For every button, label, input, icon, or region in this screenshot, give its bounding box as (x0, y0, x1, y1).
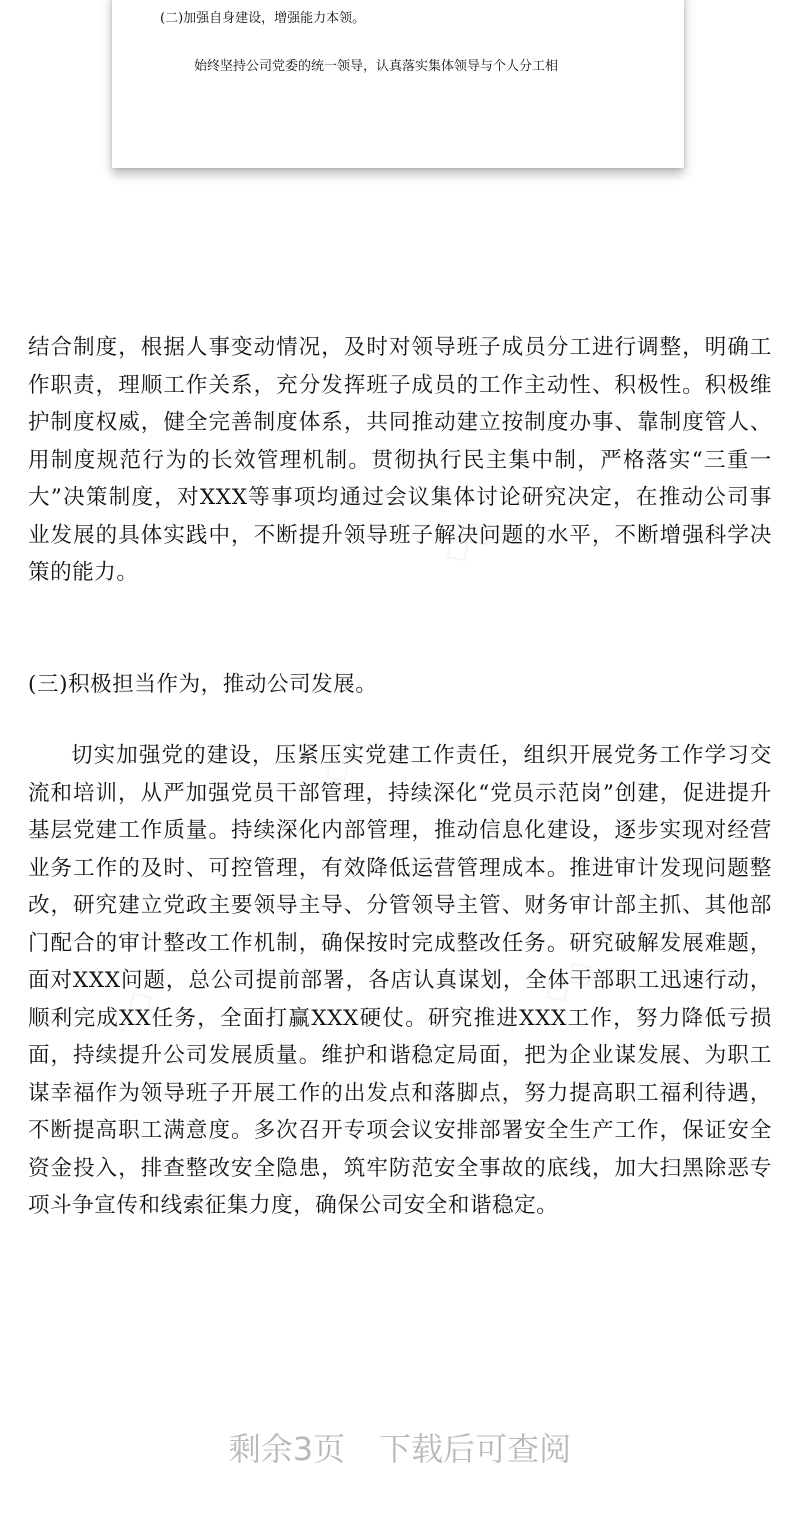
preview-text-line: 始终坚持公司党委的统一领导，认真落实集体领导与个人分工相 (194, 59, 559, 74)
document-preview-card (112, 0, 684, 168)
remaining-pages-label: 剩余3页 (228, 1430, 346, 1468)
body-paragraph: 切实加强党的建设，压紧压实党建工作责任，组织开展党务工作学习交流和培训，从严加强党员干部管理，持续深化“党员示范岗”创建，促进提升基层党建工作质量。持续深化内部管理，推动信息化建设，逐步实现对经营业务工作的及时、可控管理，有效降低运营管理成本。推进审计发现问题整改，研究建立党政主要领导主导、分管领导主管、财务审计部主抓、其他部门配合的审计整改工作机制，确保按时完成整改任务。研究破解发展难题，面对XXX问题，总公司提前部署，各店认真谋划，全体干部职工迅速行动，顺利完成XX任务，全面打赢XXX硬仗。研究推进XXX工作，努力降低亏损面，持续提升公司发展质量。维护和谐稳定局面，把为企业谋发展、为职工谋幸福作为领导班子开展工作的出发点和落脚点，努力提高职工福利待遇，不断提高职工满意度。多次召开专项会议安排部署安全生产工作，保证安全资金投入，排查整改安全隐患，筑牢防范安全事故的底线，加大扫黑除恶专项斗争宣传和线索征集力度，确保公司安全和谐稳定。 (28, 743, 772, 1218)
preview-section-heading: (二)加强自身建设，增强能力本领。 (160, 11, 366, 26)
section-heading: (三)积极担当作为，推动公司发展。 (28, 672, 378, 697)
download-label: 下载后可查阅 (379, 1430, 572, 1468)
body-paragraph: 结合制度，根据人事变动情况，及时对领导班子成员分工进行调整，明确工作职责，理顺工作关系，充分发挥班子成员的工作主动性、积极性。积极维护制度权威，健全完善制度体系，共同推动建立按制度办事、靠制度管人、用制度规范行为的长效管理机制。贯彻执行民主集中制，严格落实“三重一大”决策制度，对XXX等事项均通过会议集体讨论研究决定，在推动公司事业发展的具体实践中，不断提升领导班子解决问题的水平，不断增强科学决策的能力。 (28, 335, 772, 585)
download-prompt-button[interactable] (0, 1427, 800, 1471)
